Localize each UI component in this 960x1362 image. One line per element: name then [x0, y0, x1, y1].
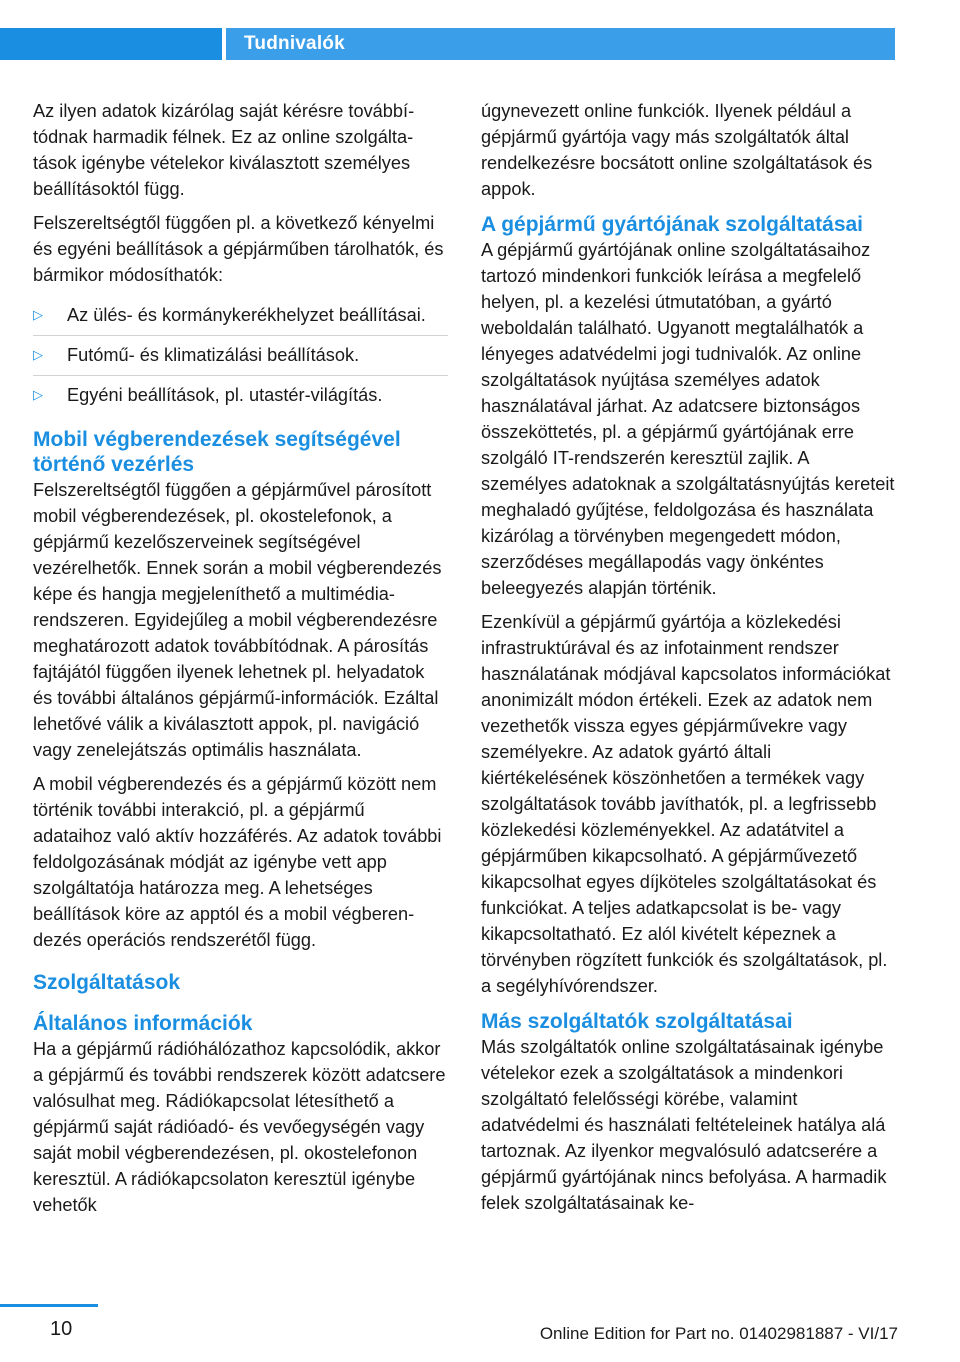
triangle-bullet-icon: ▷ — [33, 307, 43, 322]
left-column — [33, 98, 448, 1226]
footer-accent-line — [0, 1304, 98, 1307]
paragraph: Felszereltségtől függően pl. a következő kényelmi és egyéni beállítások a gépjárműben tárolhatók, és bármikor módosíthatók: — [33, 213, 444, 285]
paragraph: Ha a gépjármű rádióhálózathoz kapcsolódik, akkor a gépjármű és további rendszerek között adatcsere valósulhat meg. Rádiókapcsolat létesíthető a gépjármű saját rádióadó- és vevőegységén vagy saját mobil végberendezésen, pl. okostelefonon keresztül. A rádiókapcsolaton keresztül igénybe vehetők — [33, 1039, 446, 1215]
list-item: ▷ Futómű- és klimatizálási beállítások. — [33, 336, 448, 376]
list-item: ▷ Az ülés- és kormánykerékhelyzet beállításai. — [33, 296, 448, 336]
page-number: 10 — [50, 1318, 73, 1340]
right-column — [481, 98, 896, 1224]
header-bar-left — [0, 28, 222, 60]
edition-note: Online Edition for Part no. 01402981887 - VI/17 — [539, 1324, 898, 1343]
heading-mobile-devices: Mobil végberendezések segítségével történő vezérlés — [33, 428, 401, 476]
paragraph: A mobil végberendezés és a gépjármű között nem történik további interakció, pl. a gépjármű adataihoz való aktív hozzáférés. Az adatok további feldolgozásának módját az igénybe vett app szolgáltatója határozza meg. A lehetséges beállítások köre az apptól és a mobil végberendezés operációs rendszerétől függ. — [33, 774, 442, 950]
paragraph: úgynevezett online funkciók. Ilyenek például a gépjármű gyártója vagy más szolgáltatók által rendelkezésre bocsátott online szolgáltatások és appok. — [481, 101, 873, 199]
paragraph: A gépjármű gyártójának online szolgáltatásaihoz tartozó mindenkori funkciók leírása a megfelelő helyen, pl. a kezelési útmutatóban, a gyártó weboldalán található. Ugyanott megtalálhatók a lényeges adatvédelmi jogi tudnivalók. Az online szolgáltatások nyújtása személyes adatok használatával járhat. Az adatcsere biztonságos összeköttetés, pl. a gépjármű gyártójának erre szolgáló IT-rendszerén keresztül zajlik. A személyes adatoknak a szolgáltatásnyújtás kereteit meghaladó gyűjtése, feldolgozása és használata kizárólag a törvényben megengedett módon, szerződéses megállapodás vagy önkéntes beleegyezés alapján történik. — [481, 240, 895, 598]
paragraph: Más szolgáltatók online szolgáltatásainak igénybe vételekor ezek a szolgáltatások a mindenkori szolgáltató felelősségi körébe, valamint adatvédelmi és használati feltételeinek hatálya alá tartoznak. Az ilyenkor megvalósuló adatcserére a gépjármű gyártójának nincs befolyása. A harmadik felek szolgáltatásainak ke- — [481, 1037, 887, 1213]
heading-general-info: Általános információk — [33, 1012, 253, 1035]
heading-other-providers: Más szolgáltatók szolgáltatásai — [481, 1010, 793, 1033]
paragraph: Ezenkívül a gépjármű gyártója a közlekedési infrastruktúrával és az infotainment rendszer használatának módjával kapcsolatos információkat anonimizált módon értékeli. Ezek az adatok nem vezethetők vissza egyes gépjárművekre vagy személyekre. Az adatok gyártó általi kiértékelésének köszönhetően a termékek vagy szolgáltatások tovább javíthatók, pl. a legfrissebb közlekedési közleményekkel. Az adatátvitel a gépjárműben kikapcsolható. A gépjárművezető kikapcsolhat egyes díjköteles szolgáltatásokat és funkciókat. A teljes adatkapcsolat is be- vagy kikapcsoltatható. Ez alól kivételt képeznek a törvényben rögzített funkciók és szolgáltatások, pl. a segélyhívórendszer. — [481, 612, 891, 996]
settings-list — [33, 296, 448, 415]
triangle-bullet-icon: ▷ — [33, 347, 43, 362]
heading-services: Szolgáltatások — [33, 971, 181, 994]
paragraph: Az ilyen adatok kizárólag saját kérésre továbbítódnak harmadik félnek. Ez az online szolgáltatások igénybe vételekor kiválasztott személyes beállításoktól függ. — [33, 101, 415, 199]
section-title: Tudnivalók — [244, 33, 345, 54]
list-item: ▷ Egyéni beállítások, pl. utastér-világítás. — [33, 385, 383, 405]
heading-manufacturer-services: A gépjármű gyártójának szolgáltatásai — [481, 213, 864, 236]
paragraph: Felszereltségtől függően a gépjárművel párosított mobil végberendezések, pl. okostelefonok, a gépjármű kezelőszerveinek segítségével vezérelhetők. Ennek során a mobil végberendezés képe és hangja megjeleníthető a multimédia-rendszeren. Egyidejűleg a mobil végberendezésre meghatározott adatok továbbítódnak. A párosítás fajtájától függően ilyenek lehetnek pl. helyadatok és további általános gépjármű-információk. Ezáltal lehetővé válik a kiválasztott appok, pl. navigáció vagy zenelejátszás optimális használata. — [33, 480, 442, 760]
triangle-bullet-icon: ▷ — [33, 387, 43, 402]
